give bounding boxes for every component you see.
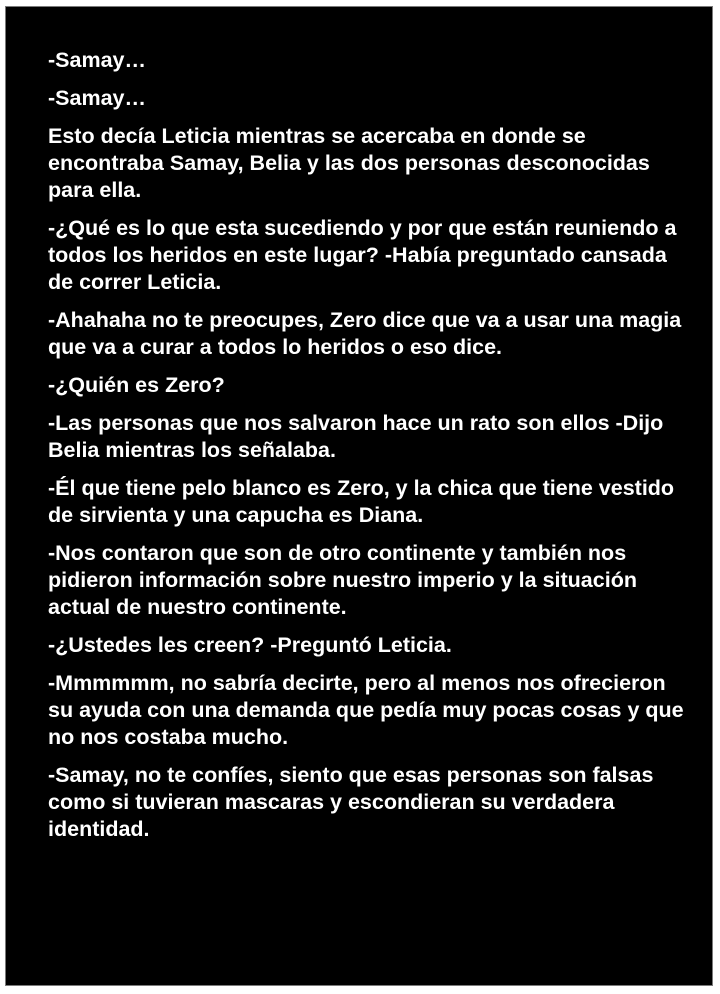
paragraph: -Él que tiene pelo blanco es Zero, y la chica que tiene vestido de sirvienta y una capucha es Diana.	[48, 476, 675, 527]
document-page	[5, 6, 713, 986]
paragraph: -¿Quién es Zero?	[48, 373, 225, 397]
story-text	[48, 47, 688, 854]
paragraph: -Nos contaron que son de otro continente y también nos pidieron información sobre nuestro imperio y la situación actual de nuestro continente.	[48, 541, 637, 619]
paragraph: -Samay…	[48, 86, 146, 110]
paragraph: -¿Ustedes les creen? -Preguntó Leticia.	[48, 633, 452, 657]
paragraph: -Ahahaha no te preocupes, Zero dice que va a usar una magia que va a curar a todos lo heridos o eso dice.	[48, 308, 682, 359]
paragraph: -Las personas que nos salvaron hace un rato son ellos -Dijo Belia mientras los señalaba.	[48, 411, 664, 462]
paragraph: -¿Qué es lo que esta sucediendo y por que están reuniendo a todos los heridos en este lugar? -Había preguntado cansada de correr Leticia.	[48, 216, 677, 294]
paragraph: -Mmmmmm, no sabría decirte, pero al menos nos ofrecieron su ayuda con una demanda que pedía muy pocas cosas y que no nos costaba mucho.	[48, 671, 684, 749]
paragraph: -Samay…	[48, 48, 146, 72]
paragraph: -Samay, no te confíes, siento que esas personas son falsas como si tuvieran mascaras y escondieran su verdadera identidad.	[48, 763, 654, 841]
paragraph: Esto decía Leticia mientras se acercaba en donde se encontraba Samay, Belia y las dos personas desconocidas para ella.	[48, 124, 650, 202]
